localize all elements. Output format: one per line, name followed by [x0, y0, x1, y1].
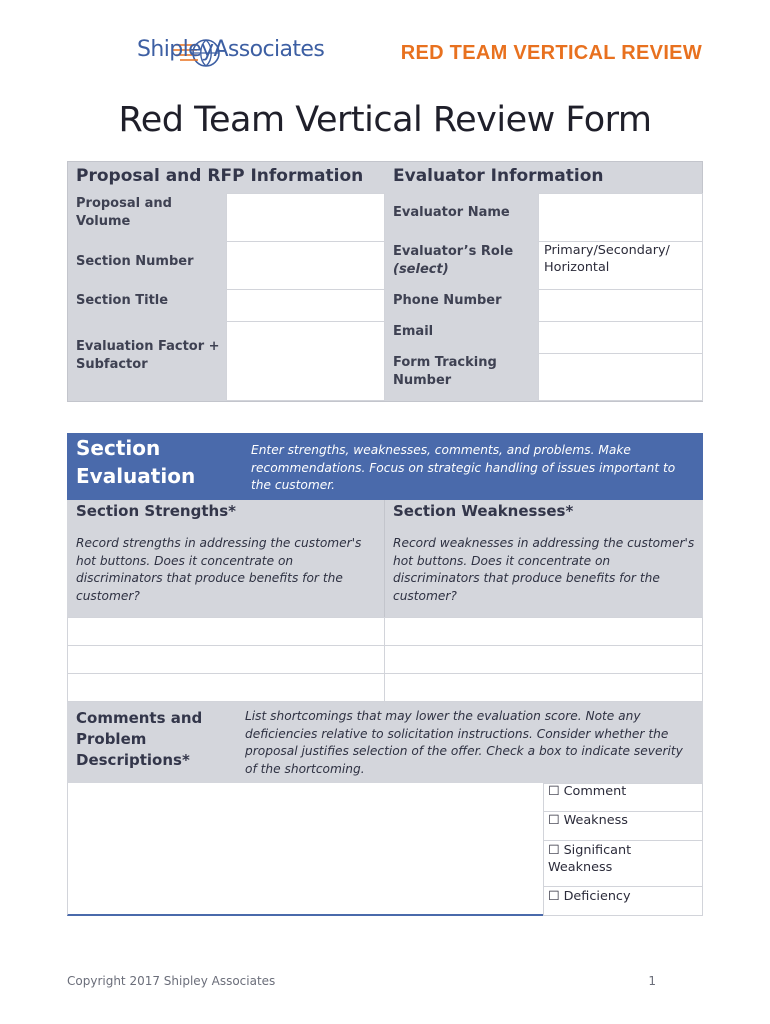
evaluator-name-input[interactable]	[538, 193, 703, 242]
evaluator-role-option-1: Primary/Secondary/	[544, 243, 670, 258]
evaluator-info-heading: Evaluator Information	[393, 166, 604, 186]
section-title-input[interactable]	[226, 289, 385, 322]
evaluator-role-option-2: Horizontal	[544, 260, 610, 275]
evaluation-factor-input[interactable]	[226, 321, 385, 401]
weaknesses-heading: Section Weaknesses*	[393, 502, 574, 520]
weaknesses-instructions: Record weaknesses in addressing the customer's hot buttons. Does it concentrate on discriminators that produce benefits for the customer?	[393, 536, 695, 603]
strengths-heading: Section Strengths*	[76, 502, 236, 520]
page-number: 1	[648, 974, 656, 988]
evaluation-factor-label: Evaluation Factor + Subfactor	[76, 339, 220, 372]
section-evaluation-instructions: Enter strengths, weaknesses, comments, and problems. Make recommendations. Focus on strategic handling of issues important to the customer.	[251, 443, 676, 492]
strengths-divider	[384, 500, 385, 617]
email-input[interactable]	[538, 321, 703, 354]
phone-number-label: Phone Number	[393, 293, 502, 308]
comments-textarea[interactable]	[67, 783, 544, 916]
strength-row-3[interactable]	[67, 673, 385, 702]
section-number-label: Section Number	[76, 254, 194, 269]
evaluator-role-hint: (select)	[393, 262, 449, 277]
evaluator-role-label: Evaluator’s Role	[393, 244, 514, 259]
form-tracking-label: Form Tracking Number	[393, 355, 497, 388]
footer-copyright: Copyright 2017 Shipley Associates	[67, 974, 276, 988]
phone-number-input[interactable]	[538, 289, 703, 322]
checkbox-significant-weakness-label: ☐ Significant Weakness	[548, 843, 632, 875]
strength-row-2[interactable]	[67, 645, 385, 674]
section-evaluation-heading: Section Evaluation	[76, 436, 196, 488]
strength-row-1[interactable]	[67, 617, 385, 646]
proposal-volume-input[interactable]	[226, 193, 385, 242]
evaluator-name-label: Evaluator Name	[393, 205, 510, 220]
weakness-row-2[interactable]	[384, 645, 703, 674]
proposal-volume-label: Proposal and Volume	[76, 196, 172, 229]
document-header-title: RED TEAM VERTICAL REVIEW	[400, 42, 702, 64]
checkbox-deficiency-label: ☐ Deficiency	[548, 889, 631, 904]
section-title-label: Section Title	[76, 293, 169, 308]
weakness-row-1[interactable]	[384, 617, 703, 646]
email-label: Email	[393, 324, 434, 339]
form-tracking-input[interactable]	[538, 353, 703, 401]
comments-instructions: List shortcomings that may lower the evaluation score. Note any deficiencies relative to solicitation instructions. Consider whether the proposal justifies selection of the offer. Check a box to indicate severity of the shortcoming.	[245, 709, 683, 776]
checkbox-weakness-label: ☐ Weakness	[548, 813, 628, 828]
comments-heading: Comments and Problem Descriptions*	[76, 709, 203, 769]
page-title: Red Team Vertical Review Form	[118, 100, 652, 140]
checkbox-comment-label: ☐ Comment	[548, 784, 627, 799]
section-number-input[interactable]	[226, 241, 385, 290]
strengths-instructions: Record strengths in addressing the customer's hot buttons. Does it concentrate on discriminators that produce benefits for the customer?	[76, 536, 362, 603]
proposal-info-heading: Proposal and RFP Information	[76, 166, 364, 186]
logo-wordmark: ShipleyAssociates	[137, 37, 325, 62]
weakness-row-3[interactable]	[384, 673, 703, 702]
